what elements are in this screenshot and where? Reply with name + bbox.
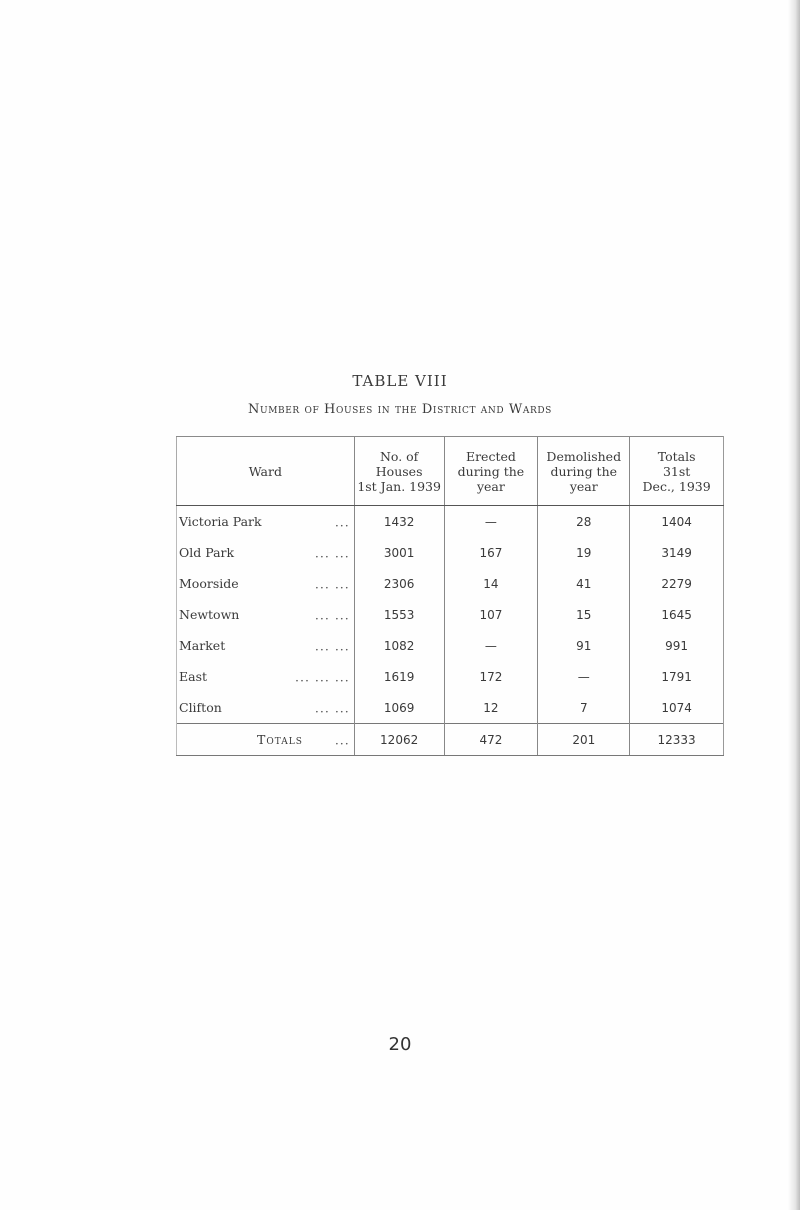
ward-cell: Old Park ... ... bbox=[177, 537, 355, 568]
table-row bbox=[177, 630, 724, 661]
erected-cell: 107 bbox=[444, 599, 538, 630]
table-title: TABLE VIII bbox=[352, 372, 448, 390]
demolished-cell: 19 bbox=[538, 537, 630, 568]
header-totals: Totals 31st Dec., 1939 bbox=[630, 437, 724, 506]
erected-cell: — bbox=[444, 506, 538, 538]
houses-cell: 1619 bbox=[354, 661, 444, 692]
houses-cell: 1082 bbox=[354, 630, 444, 661]
total-houses-cell: 12062 bbox=[354, 724, 444, 756]
ward-cell: Moorside ... ... bbox=[177, 568, 355, 599]
erected-cell: 12 bbox=[444, 692, 538, 724]
dot-leader: ... ... bbox=[314, 700, 350, 715]
erected-cell: 172 bbox=[444, 661, 538, 692]
header-erected: Erected during the year bbox=[444, 437, 538, 506]
dot-leader: ... bbox=[334, 732, 350, 747]
demolished-cell: 15 bbox=[538, 599, 630, 630]
table-row bbox=[177, 537, 724, 568]
demolished-cell: 28 bbox=[538, 506, 630, 538]
dot-leader: ... ... bbox=[314, 638, 350, 653]
ward-cell: Newtown ... ... bbox=[177, 599, 355, 630]
totals-cell: 1074 bbox=[630, 692, 724, 724]
ward-cell: Clifton ... ... bbox=[177, 692, 355, 724]
houses-table bbox=[176, 436, 724, 756]
houses-cell: 3001 bbox=[354, 537, 444, 568]
header-houses: No. of Houses 1st Jan. 1939 bbox=[354, 437, 444, 506]
demolished-cell: 41 bbox=[538, 568, 630, 599]
houses-cell: 1553 bbox=[354, 599, 444, 630]
erected-cell: — bbox=[444, 630, 538, 661]
header-demolished: Demolished during the year bbox=[538, 437, 630, 506]
erected-cell: 167 bbox=[444, 537, 538, 568]
total-demolished-cell: 201 bbox=[538, 724, 630, 756]
erected-cell: 14 bbox=[444, 568, 538, 599]
table-row bbox=[177, 692, 724, 724]
houses-cell: 1432 bbox=[354, 506, 444, 538]
totals-cell: 2279 bbox=[630, 568, 724, 599]
ward-cell: Market ... ... bbox=[177, 630, 355, 661]
dot-leader: ... ... bbox=[314, 576, 350, 591]
page-edge-shadow bbox=[788, 0, 800, 1210]
header-ward: Ward bbox=[177, 437, 355, 506]
total-erected-cell: 472 bbox=[444, 724, 538, 756]
ward-cell: Victoria Park ... bbox=[177, 506, 355, 538]
table-subtitle: Number of Houses in the District and Wards bbox=[248, 402, 552, 417]
totals-cell: 991 bbox=[630, 630, 724, 661]
header-row bbox=[177, 437, 724, 506]
dot-leader: ... ... ... bbox=[295, 669, 350, 684]
table-row bbox=[177, 661, 724, 692]
dot-leader: ... bbox=[334, 514, 350, 529]
totals-cell: 1791 bbox=[630, 661, 724, 692]
demolished-cell: — bbox=[538, 661, 630, 692]
table-row bbox=[177, 568, 724, 599]
totals-label-cell: Totals ... bbox=[177, 724, 355, 756]
demolished-cell: 7 bbox=[538, 692, 630, 724]
totals-cell: 1404 bbox=[630, 506, 724, 538]
houses-cell: 1069 bbox=[354, 692, 444, 724]
houses-cell: 2306 bbox=[354, 568, 444, 599]
dot-leader: ... ... bbox=[314, 545, 350, 560]
table-row bbox=[177, 599, 724, 630]
table-row bbox=[177, 506, 724, 538]
dot-leader: ... ... bbox=[314, 607, 350, 622]
totals-row bbox=[177, 724, 724, 756]
totals-cell: 3149 bbox=[630, 537, 724, 568]
totals-cell: 1645 bbox=[630, 599, 724, 630]
total-totals-cell: 12333 bbox=[630, 724, 724, 756]
page-number: 20 bbox=[388, 1034, 412, 1055]
demolished-cell: 91 bbox=[538, 630, 630, 661]
ward-cell: East ... ... ... bbox=[177, 661, 355, 692]
